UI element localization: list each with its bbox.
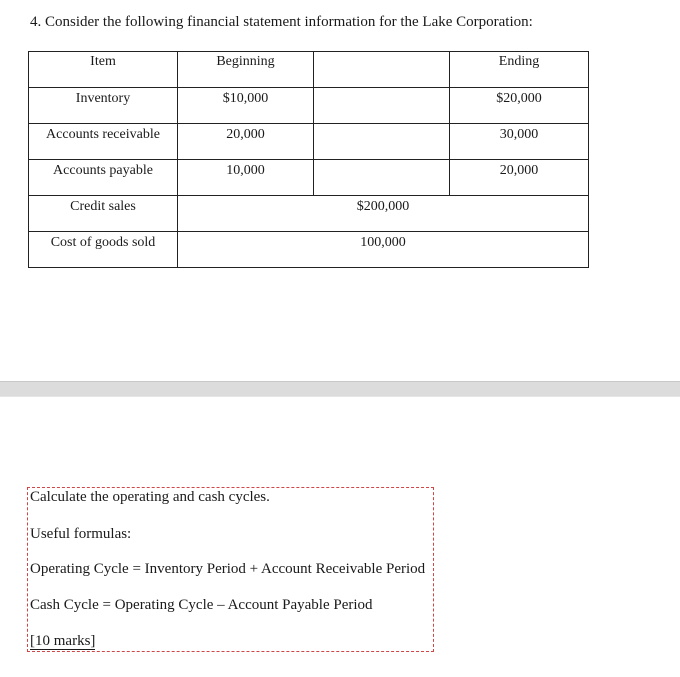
- financial-statement-table: [28, 51, 589, 268]
- row-item: Accounts receivable: [29, 124, 178, 160]
- row-empty: [314, 88, 450, 124]
- header-item: Item: [29, 52, 178, 88]
- marks-label: [30, 633, 95, 650]
- header-empty: [314, 52, 450, 88]
- row-item: Credit sales: [29, 196, 178, 232]
- instruction-box: [27, 487, 434, 652]
- row-beginning: 20,000: [178, 124, 314, 160]
- header-ending: Ending: [450, 52, 589, 88]
- header-beginning: Beginning: [178, 52, 314, 88]
- table-row: [29, 160, 589, 196]
- table-row: [29, 124, 589, 160]
- table-header-row: [29, 52, 589, 88]
- row-empty: [314, 160, 450, 196]
- row-ending: $20,000: [450, 88, 589, 124]
- row-beginning: 10,000: [178, 160, 314, 196]
- operating-cycle-formula: Operating Cycle = Inventory Period + Account Receivable Period: [30, 561, 426, 577]
- page-divider: [0, 381, 680, 397]
- row-value: $200,000: [178, 196, 589, 232]
- formulas-label: Useful formulas:: [30, 526, 132, 542]
- row-value: 100,000: [178, 232, 589, 268]
- table-row: [29, 232, 589, 268]
- table-row: [29, 196, 589, 232]
- cash-cycle-formula: Cash Cycle = Operating Cycle – Account Payable Period: [30, 597, 373, 613]
- row-item: Accounts payable: [29, 160, 178, 196]
- row-ending: 30,000: [450, 124, 589, 160]
- marks-text: [10 marks]: [30, 633, 96, 649]
- row-beginning: $10,000: [178, 88, 314, 124]
- question-title: 4. Consider the following financial statement information for the Lake Corporation:: [30, 14, 533, 30]
- task-text: Calculate the operating and cash cycles.: [30, 489, 270, 505]
- row-item: Inventory: [29, 88, 178, 124]
- row-empty: [314, 124, 450, 160]
- row-item: Cost of goods sold: [29, 232, 178, 268]
- row-ending: 20,000: [450, 160, 589, 196]
- table-row: [29, 88, 589, 124]
